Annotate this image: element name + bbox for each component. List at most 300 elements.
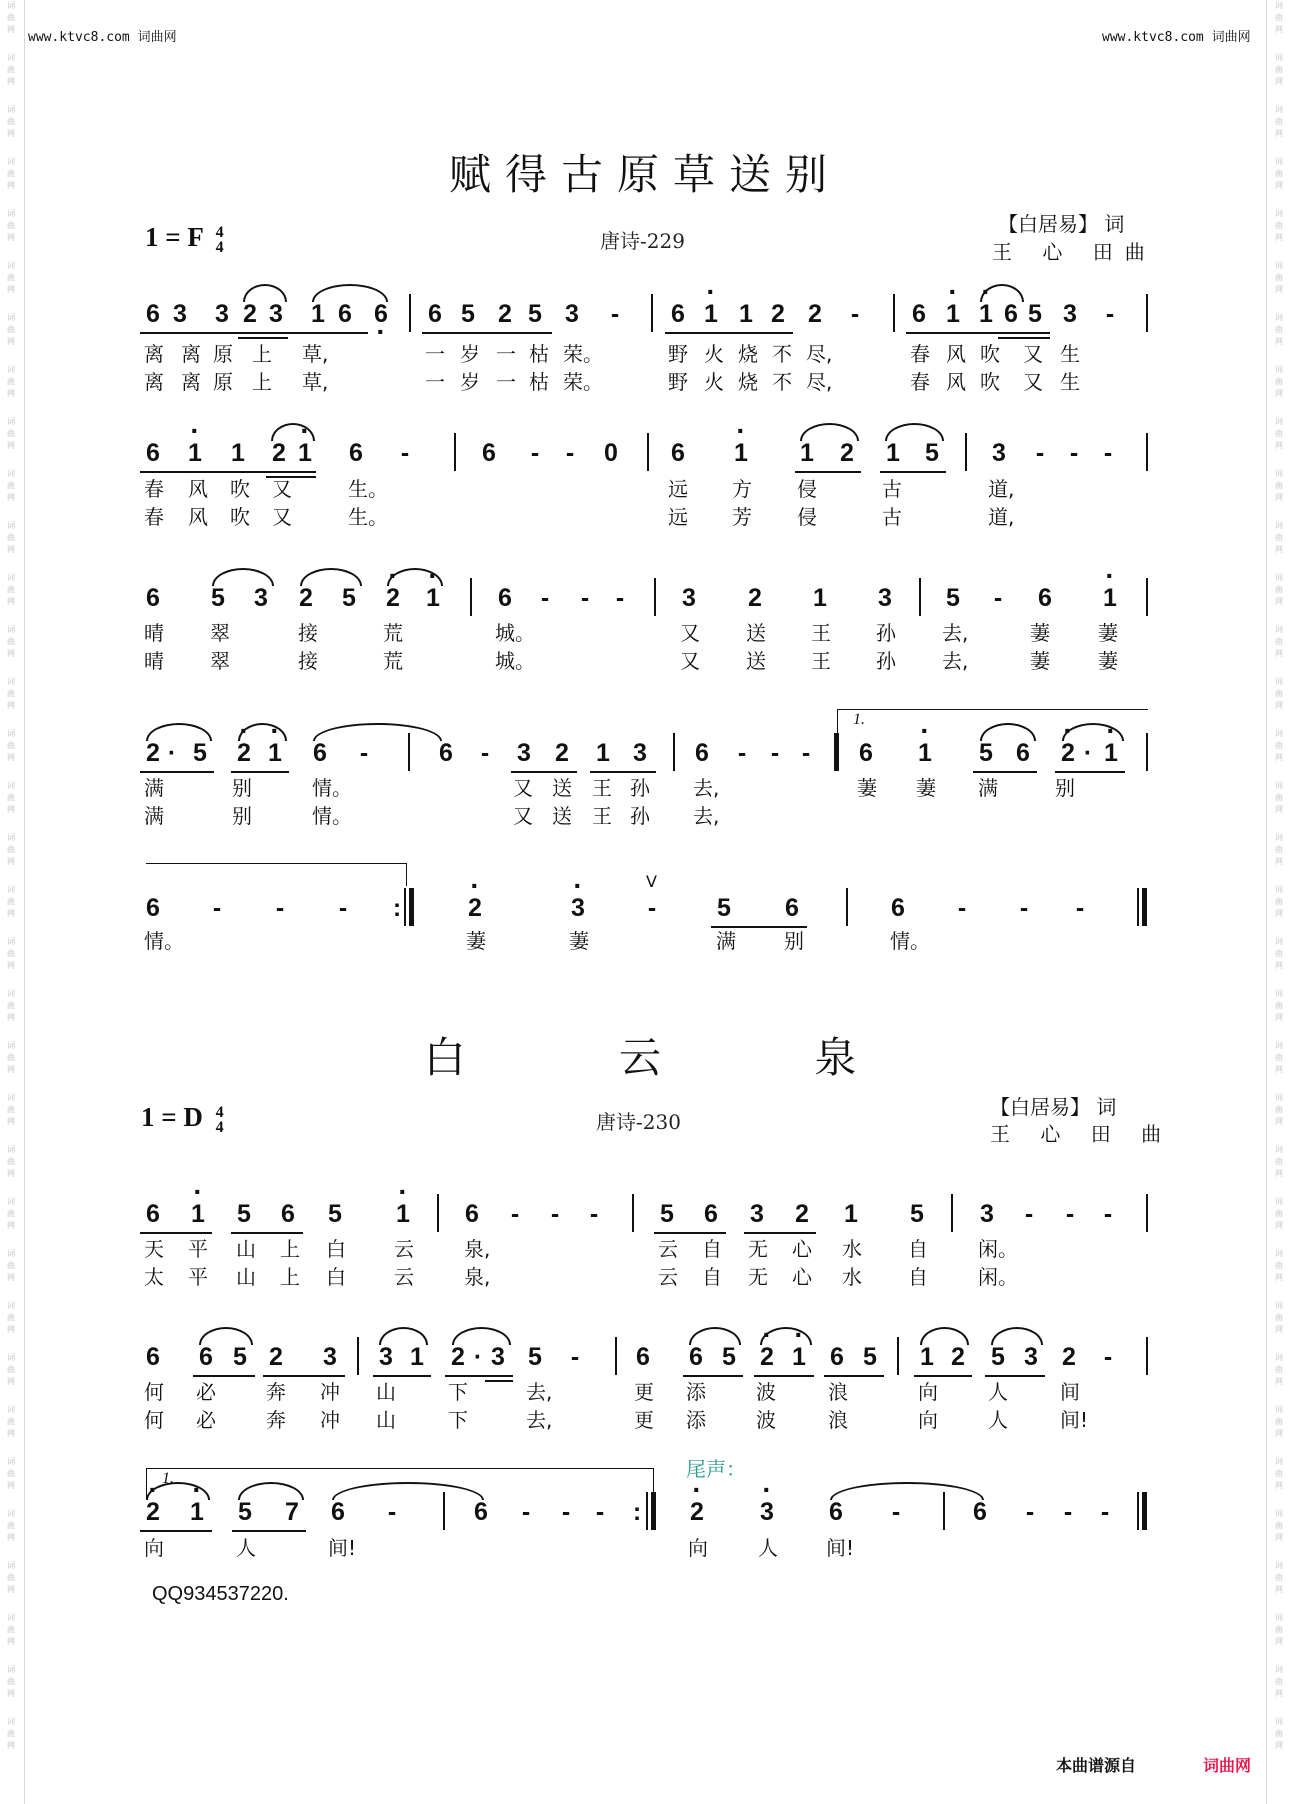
bar-line [647,433,649,471]
lyric-char: 春 [144,477,164,501]
jianpu-note: - [480,739,490,767]
jianpu-note: · 1 [726,437,756,469]
lyric-char: 又 [513,776,533,800]
jianpu-note: · 2 [138,1496,168,1528]
left-watermark-strip: 词 曲 网 词 曲 网 词 曲 网 词 曲 网 词 曲 网 词 曲 网 词 曲 网 词 曲 网 词 曲 网 词 曲 网 词 曲 网 词 曲 网 词 曲 网 词 曲 网 词 曲 网 词 曲 网 词 曲 网 词 曲 网 词 曲 网 词 曲 网 词 曲 网 词 曲 网 词 曲 网 词 曲 网 词 曲 网 词 曲 网 词 曲 网 词 曲 网 词 曲 网 词 曲 网 词 曲 网 词 曲 网 词 曲 网 词 曲 网 [7,1,15,1750]
jianpu-note: - [275,894,285,922]
lyric-char: 上 [280,1237,300,1261]
jianpu-note: 6 [146,1200,160,1228]
bar-line [1146,1194,1148,1232]
song2-key-signature [141,1102,224,1135]
lyric-char: 吹 [230,505,250,529]
jianpu-note: · 1 [938,298,968,330]
beam-underline [140,471,316,473]
slur [920,1327,969,1345]
lyric-char: 向 [688,1536,708,1560]
slur [199,1327,253,1345]
bar-line [1146,294,1148,332]
lyric-char: 去, [942,621,969,645]
lyric-char: 萋 [1098,649,1118,673]
jianpu-note: 2 [771,300,785,328]
beam-underline [795,471,861,473]
jianpu-note: 6 [829,1498,843,1526]
lyric-char: 闲。 [978,1237,1018,1261]
lyric-char: 尽, [806,370,833,394]
lyric-char: 人 [988,1408,1008,1432]
lyric-char: 冲 [320,1380,340,1404]
lyric-char: 远 [668,477,688,501]
beam-underline [140,1530,212,1532]
jianpu-note: - [595,1498,605,1526]
jianpu-note: 5 [717,894,731,922]
jianpu-note: - [615,584,625,612]
lyric-char: 白 [326,1237,346,1261]
jianpu-note: 3 [173,300,187,328]
lyric-char: 孙 [876,621,896,645]
bar-line [951,1194,953,1232]
jianpu-note: 3 [323,1343,337,1371]
bar-line [632,1194,634,1232]
beam-underline [238,337,288,339]
lyric-char: 接 [298,621,318,645]
lyric-char: 奔 [266,1408,286,1432]
jianpu-note: 1 [886,439,900,467]
lyric-char: 情。 [144,929,184,953]
lyric-char: 水 [842,1265,862,1289]
beam-underline [445,1375,513,1377]
slur [800,423,859,441]
song1-lyrics-line-4a [0,775,1290,801]
jianpu-note: - [993,584,1003,612]
lyric-char: 离 [144,342,164,366]
beam-underline [754,1375,814,1377]
jianpu-note: · 1 [182,1496,212,1528]
lyric-char: 孙 [630,804,650,828]
lyric-char: 生 [1060,370,1080,394]
jianpu-note: 3 [269,300,283,328]
jianpu-note: 6 [498,584,512,612]
beam-underline [985,1375,1045,1377]
jianpu-note: - [510,1200,520,1228]
jianpu-note: 5 [528,1343,542,1371]
lyric-char: 萋 [1030,649,1050,673]
beam-underline [914,1375,972,1377]
jianpu-note: 6 [349,439,363,467]
lyric-char: 自 [908,1265,928,1289]
jianpu-note: - [387,1498,397,1526]
lyric-char: 上 [252,370,272,394]
jianpu-note: - [647,894,657,922]
jianpu-note: - [530,439,540,467]
jianpu-note: - [850,300,860,328]
lyric-char: 野 [668,342,688,366]
beam-underline [744,1232,816,1234]
jianpu-note: - [570,1343,580,1371]
lyric-char: 情。 [312,804,352,828]
lyric-char: 生 [1060,342,1080,366]
bar-line [1146,1337,1148,1375]
jianpu-note: - [891,1498,901,1526]
lyric-char: 添 [686,1380,706,1404]
jianpu-note: · 2 [378,582,408,614]
beam-underline [422,332,552,334]
jianpu-note: · 2 [682,1496,712,1528]
lyric-char: 萋 [569,929,589,953]
beam-underline [665,332,793,334]
lyric-char: 孙 [630,776,650,800]
jianpu-note: 5 [237,1200,251,1228]
lyric-char: 自 [908,1237,928,1261]
song1-title: 赋得古原草送别 [448,150,841,199]
lyric-char: 送 [746,621,766,645]
lyric-char: 闲。 [978,1265,1018,1289]
lyric-char: 一 [496,342,516,366]
bar-line [1142,1492,1147,1530]
bar-line [834,733,839,771]
jianpu-note: - [1035,439,1045,467]
beam-underline [193,1375,255,1377]
lyric-char: 方 [732,477,752,501]
jianpu-note: 3 [215,300,229,328]
song2-notation-line-2 [0,1341,1290,1381]
lyric-char: 送 [746,649,766,673]
jianpu-note: 1 [231,439,245,467]
lyric-char: 必 [196,1380,216,1404]
jianpu-note: 5 [1028,300,1042,328]
lyric-char: 萋 [1098,621,1118,645]
jianpu-note: : [632,1498,642,1526]
song2-lyricist: 【白居易】 词 [990,1095,1117,1119]
jianpu-note: 3 [491,1343,505,1371]
jianpu-note: · 2 [229,737,259,769]
lyric-char: 又 [1023,342,1043,366]
bar-line [408,733,410,771]
jianpu-note: 3 [565,300,579,328]
lyric-char: 翠 [210,649,230,673]
jianpu-note: 6 [859,739,873,767]
bar-line [454,433,456,471]
lyric-char: 向 [918,1380,938,1404]
song1-time-signature [216,225,224,255]
beam-underline [824,1375,884,1377]
lyric-char: 一 [496,370,516,394]
breath-mark: V [646,872,657,891]
jianpu-note: 5 [660,1200,674,1228]
lyric-char: 晴 [144,649,164,673]
lyric-char: 风 [188,505,208,529]
beam-underline [140,1232,212,1234]
song2-time-signature [216,1105,224,1135]
slur [830,1482,984,1500]
lyric-char: 王 [592,776,612,800]
jianpu-note: 3 [379,1343,393,1371]
bar-line [404,888,406,926]
jianpu-note: 3 [992,439,1006,467]
jianpu-note: - [540,584,550,612]
bar-line [1146,433,1148,471]
lyric-char: 天 [144,1237,164,1261]
jianpu-note: 3 [1063,300,1077,328]
jianpu-note: 6 [439,739,453,767]
jianpu-note: · 1 [260,737,290,769]
lyric-char: 草, [302,370,329,394]
lyric-char: 晴 [144,621,164,645]
bar-line [1146,733,1148,771]
lyric-char: 向 [918,1408,938,1432]
jianpu-note: 6 [671,439,685,467]
beam-underline [880,471,946,473]
song1-volta-1-continuation [146,863,407,886]
lyric-char: 春 [910,370,930,394]
lyric-char: 离 [181,342,201,366]
jianpu-note: · 1 [971,298,1001,330]
bar-line [654,578,656,616]
lyric-char: 枯 [529,370,549,394]
jianpu-note: - [212,894,222,922]
song2-notation-line-3 [0,1496,1290,1536]
lyric-char: 不 [772,342,792,366]
qq-contact: QQ934537220. [152,1583,289,1605]
jianpu-note: · 1 [183,1198,213,1230]
jianpu-note: 1 [800,439,814,467]
song1-time-bottom: 4 [215,238,224,256]
song1-notation-line-1 [0,298,1290,338]
jianpu-note: 5 [946,584,960,612]
song2-composer: 王 心 田 曲 [990,1122,1174,1146]
jianpu-note: · [167,739,177,767]
jianpu-note: - [610,300,620,328]
lyric-char: 冲 [320,1408,340,1432]
jianpu-note: 2 [498,300,512,328]
lyric-char: 别 [784,929,804,953]
jianpu-note: 2 [269,1343,283,1371]
lyric-char: 又 [272,477,292,501]
lyric-char: 又 [1023,370,1043,394]
lyric-char: 荣。 [563,370,603,394]
jianpu-note: - [1065,1200,1075,1228]
song2-subtitle: 唐诗-230 [596,1110,681,1134]
bar-line [646,1492,648,1530]
jianpu-note: · 1 [180,437,210,469]
lyric-char: 去, [693,804,720,828]
slur [212,568,274,586]
lyric-char: 送 [552,804,572,828]
lyric-char: 道, [988,505,1015,529]
jianpu-note: 2 [748,584,762,612]
jianpu-note: - [550,1200,560,1228]
song2-time-bottom: 4 [215,1118,224,1136]
lyric-char: 吹 [230,477,250,501]
song1-lyrics-line-1b [0,369,1290,395]
lyric-char: 野 [668,370,688,394]
lyric-char: 情。 [890,929,930,953]
jianpu-note: 6 [465,1200,479,1228]
jianpu-note: 6 [1016,739,1030,767]
song1-notation-line-5 [0,892,1290,932]
song1-lyrics-line-4b [0,803,1290,829]
song2-title: 白 云 泉 [423,1033,927,1082]
jianpu-note: - [1103,1343,1113,1371]
lyric-char: 别 [232,776,252,800]
lyric-char: 满 [716,929,736,953]
jianpu-note: · 2 [1053,737,1083,769]
jianpu-note: 6 [146,1343,160,1371]
jianpu-note: 1 [844,1200,858,1228]
jianpu-note: 6 [1038,584,1052,612]
header-right-url: www.ktvc8.com 词曲网 [1102,30,1251,45]
bar-line [893,294,895,332]
jianpu-note: 2 [243,300,257,328]
lyric-char: 接 [298,649,318,673]
lyric-char: 春 [910,342,930,366]
bar-line [1137,888,1139,926]
jianpu-note: 6 [830,1343,844,1371]
lyric-char: 风 [188,477,208,501]
lyric-char: 古 [882,505,902,529]
beam-underline [140,332,368,334]
jianpu-note: 3 [633,739,647,767]
lyric-char: 离 [144,370,164,394]
bar-line [846,888,848,926]
jianpu-note: · 3 [752,1496,782,1528]
jianpu-note: - [1024,1200,1034,1228]
lyric-char: 波 [756,1408,776,1432]
bar-line [1146,578,1148,616]
footer-site-link[interactable]: 词曲网 [1203,1756,1252,1775]
jianpu-note: · 1 [910,737,940,769]
jianpu-note: - [589,1200,599,1228]
bar-line [673,733,675,771]
jianpu-note: · 1 [1095,582,1125,614]
jianpu-note: 6 [1004,300,1018,328]
lyric-char: 下 [448,1408,468,1432]
jianpu-note: 6 [146,439,160,467]
song1-lyricist: 【白居易】 词 [998,212,1125,236]
jianpu-note: 6 [636,1343,650,1371]
jianpu-note: · 1 [418,582,448,614]
lyric-char: 火 [704,342,724,366]
bar-line [409,888,414,926]
lyric-char: 心 [792,1265,812,1289]
jianpu-note: 6 [199,1343,213,1371]
jianpu-note: - [737,739,747,767]
lyric-char: 尽, [806,342,833,366]
jianpu-note: 6 · [366,298,396,330]
jianpu-note: - [580,584,590,612]
jianpu-note: 6 [704,1200,718,1228]
jianpu-note: - [1069,439,1079,467]
lyric-char: 泉, [464,1265,491,1289]
bar-line [651,1492,656,1530]
lyric-char: 满 [144,776,164,800]
song2-time-top: 4 [215,1103,224,1121]
lyric-char: 情。 [312,776,352,800]
jianpu-note: - [1105,300,1115,328]
lyric-char: 生。 [348,505,388,529]
lyric-char: 下 [448,1380,468,1404]
jianpu-note: - [521,1498,531,1526]
lyric-char: 一 [425,342,445,366]
lyric-char: 吹 [980,370,1000,394]
jianpu-note: 2 [555,739,569,767]
lyric-char: 人 [988,1380,1008,1404]
lyric-char: 平 [188,1237,208,1261]
song2-lyrics-line-1a [0,1236,1290,1262]
jianpu-note: 2 [451,1343,465,1371]
jianpu-note: 1 [596,739,610,767]
beam-underline [231,771,289,773]
jianpu-note: - [957,894,967,922]
jianpu-note: · [473,1343,483,1371]
jianpu-note: · 2 [460,892,490,924]
lyric-char: 草, [302,342,329,366]
jianpu-note: - [1103,1200,1113,1228]
slur [379,1327,428,1345]
jianpu-note: 5 [979,739,993,767]
lyric-char: 孙 [876,649,896,673]
jianpu-note: 5 [233,1343,247,1371]
jianpu-note: : [392,894,402,922]
lyric-char: 原 [213,342,233,366]
song2-lyrics-line-2b [0,1407,1290,1433]
jianpu-note: 2 [1062,1343,1076,1371]
lyric-char: 枯 [529,342,549,366]
lyric-char: 送 [552,776,572,800]
jianpu-note: 6 [146,584,160,612]
bar-line [1137,1492,1139,1530]
jianpu-note: - [1100,1498,1110,1526]
lyric-char: 又 [680,621,700,645]
lyric-char: 城。 [495,621,535,645]
lyric-char: 何 [144,1380,164,1404]
beam-underline [263,1375,345,1377]
jianpu-note: 3 [254,584,268,612]
bar-line [409,294,411,332]
lyric-char: 波 [756,1380,776,1404]
jianpu-note: 1 [813,584,827,612]
jianpu-note: 5 [328,1200,342,1228]
bar-line [1142,888,1147,926]
lyric-char: 一 [425,370,445,394]
song2-lyrics-line-2a [0,1379,1290,1405]
jianpu-note: 3 [878,584,892,612]
jianpu-note: · 2 [752,1341,782,1373]
song1-lyrics-line-5 [0,928,1290,954]
beam-underline [373,1375,431,1377]
lyric-char: 泉, [464,1237,491,1261]
lyric-char: 山 [236,1265,256,1289]
jianpu-note: 2 [808,300,822,328]
lyric-char: 火 [704,370,724,394]
jianpu-note: 2 [951,1343,965,1371]
jianpu-note: · 1 [290,437,320,469]
lyric-char: 风 [946,370,966,394]
jianpu-note: 1 [311,300,325,328]
lyric-char: 城。 [495,649,535,673]
song1-lyrics-line-3b [0,648,1290,674]
jianpu-note: · 1 [388,1198,418,1230]
jianpu-note: 5 [238,1498,252,1526]
lyric-char: 间 [1060,1380,1080,1404]
lyric-char: 萋 [1030,621,1050,645]
jianpu-note: 6 [338,300,352,328]
lyric-char: 满 [978,776,998,800]
bar-line [470,578,472,616]
jianpu-note: 3 [682,584,696,612]
jianpu-note: 3 [750,1200,764,1228]
beam-underline [590,771,656,773]
lyric-char: 山 [376,1380,396,1404]
